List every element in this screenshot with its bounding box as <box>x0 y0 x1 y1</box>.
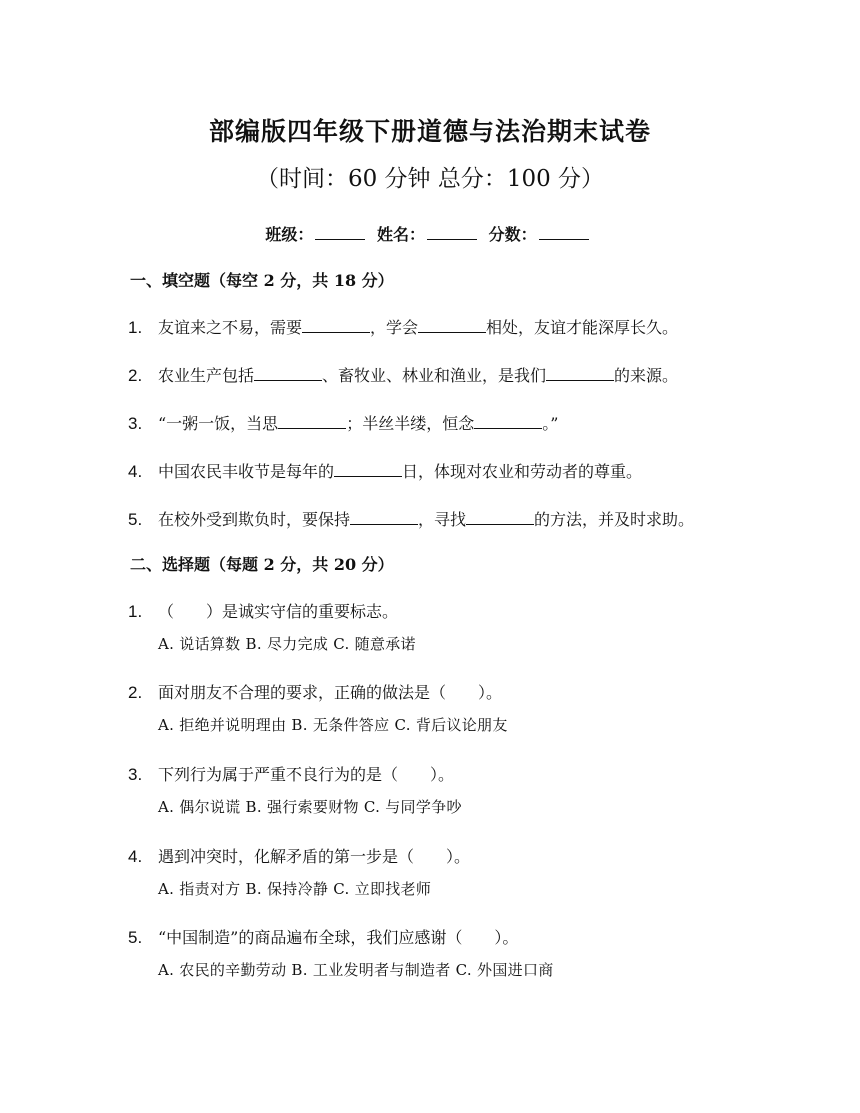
name-label: 姓名： <box>376 225 425 244</box>
choice-options-2: A. 拒绝并说明理由 B. 无条件答应 C. 背后议论朋友 <box>158 716 508 734</box>
question-number: 3. <box>128 765 143 784</box>
answer-blank <box>334 462 402 477</box>
question-text: 日，体现对农业和劳动者的尊重。 <box>402 462 643 481</box>
question-text: ；半丝半缕，恒念 <box>346 414 475 433</box>
choice-options-1: A. 说话算数 B. 尽力完成 C. 随意承诺 <box>158 635 416 653</box>
choice-options-3: A. 偶尔说谎 B. 强行索要财物 C. 与同学争吵 <box>158 798 462 816</box>
fill-question-1 <box>128 315 678 338</box>
question-number: 1. <box>128 602 143 621</box>
answer-blank <box>302 318 370 333</box>
exam-title: 部编版四年级下册道德与法治期末试卷 <box>208 117 651 146</box>
question-text: 面对朋友不合理的要求，正确的做法是（ ）。 <box>158 683 503 702</box>
section-fill-in-title: 一、填空题（每空 2 分，共 18 分） <box>130 271 394 290</box>
fill-question-3 <box>128 411 558 434</box>
question-text: ，学会 <box>370 318 419 337</box>
score-blank <box>539 225 589 240</box>
question-text: 下列行为属于严重不良行为的是（ ）。 <box>158 765 455 784</box>
choice-question-4 <box>128 844 470 867</box>
student-info-line <box>0 222 860 245</box>
question-text: 农业生产包括 <box>158 366 255 385</box>
question-text: 的方法，并及时求助。 <box>534 510 695 529</box>
name-blank <box>427 225 477 240</box>
question-number: 3. <box>128 414 143 433</box>
question-number: 5. <box>128 928 143 947</box>
question-number: 4. <box>128 847 143 866</box>
choice-question-2 <box>128 680 502 703</box>
class-label: 班级： <box>265 225 314 244</box>
answer-blank <box>254 366 322 381</box>
class-blank <box>315 225 365 240</box>
choice-options-4: A. 指责对方 B. 保持冷静 C. 立即找老师 <box>158 880 432 898</box>
question-text: 的来源。 <box>614 366 679 385</box>
answer-blank <box>546 366 614 381</box>
question-number: 1. <box>128 318 143 337</box>
choice-question-3 <box>128 762 454 785</box>
answer-blank <box>418 318 486 333</box>
question-text: 友谊来之不易，需要 <box>158 318 303 337</box>
question-text: “中国制造”的商品遍布全球，我们应感谢（ ）。 <box>158 928 519 947</box>
section-choice-title: 二、选择题（每题 2 分，共 20 分） <box>130 555 394 574</box>
question-text: （ ）是诚实守信的重要标志。 <box>158 602 399 621</box>
fill-question-2 <box>128 363 678 386</box>
answer-blank <box>350 510 418 525</box>
question-text: 中国农民丰收节是每年的 <box>158 462 335 481</box>
question-text: 、畜牧业、林业和渔业，是我们 <box>322 366 547 385</box>
fill-question-4 <box>128 459 642 482</box>
choice-question-5 <box>128 925 518 948</box>
question-number: 2. <box>128 683 143 702</box>
question-text: 在校外受到欺负时，要保持 <box>158 510 351 529</box>
question-number: 4. <box>128 462 143 481</box>
question-number: 2. <box>128 366 143 385</box>
question-text: “一粥一饭，当思 <box>158 414 279 433</box>
question-text: 相处，友谊才能深厚长久。 <box>486 318 679 337</box>
answer-blank <box>466 510 534 525</box>
score-label: 分数： <box>488 225 537 244</box>
fill-question-5 <box>128 507 694 530</box>
question-number: 5. <box>128 510 143 529</box>
exam-subtitle: （时间：60 分钟 总分：100 分） <box>255 166 605 192</box>
question-text: 。” <box>542 414 559 433</box>
answer-blank <box>474 414 542 429</box>
choice-question-1 <box>128 599 398 622</box>
answer-blank <box>278 414 346 429</box>
question-text: ，寻找 <box>418 510 467 529</box>
choice-options-5: A. 农民的辛勤劳动 B. 工业发明者与制造者 C. 外国进口商 <box>158 961 554 979</box>
question-text: 遇到冲突时，化解矛盾的第一步是（ ）。 <box>158 847 471 866</box>
